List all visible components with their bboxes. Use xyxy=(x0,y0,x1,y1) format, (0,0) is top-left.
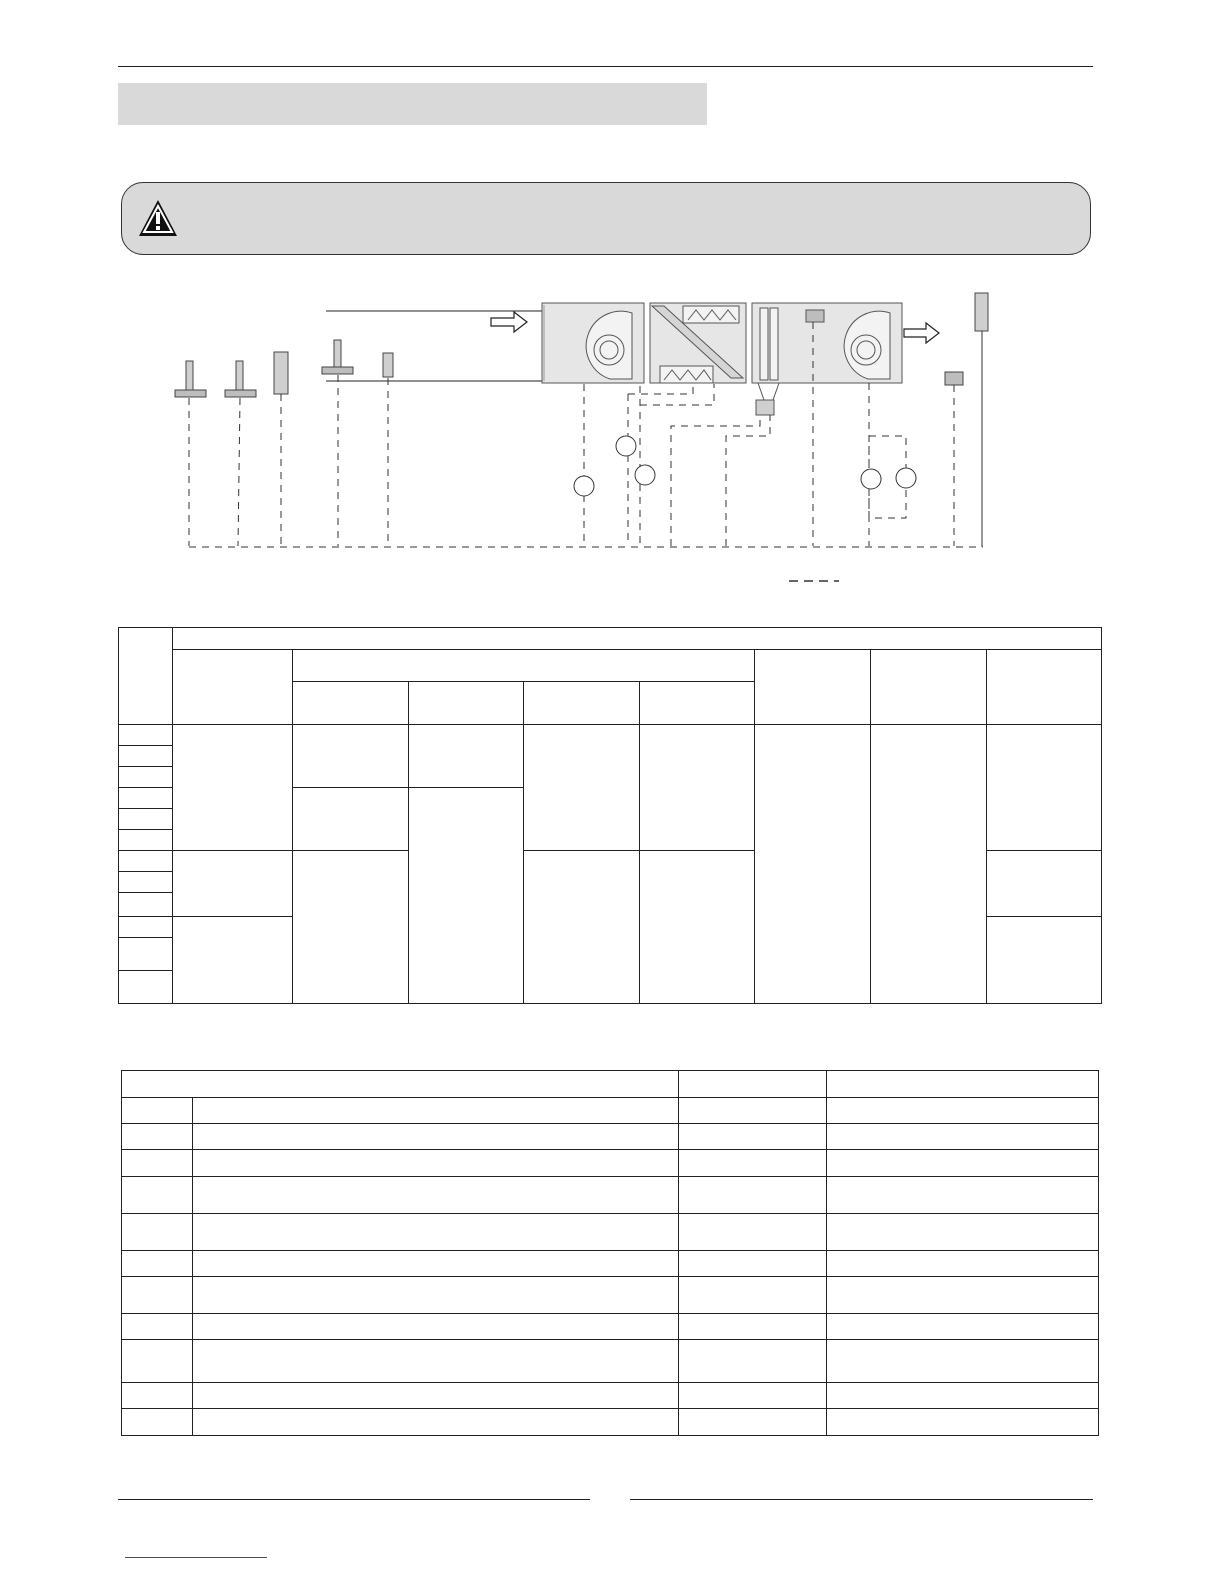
measuring-point-2 xyxy=(616,436,636,456)
table-cell xyxy=(293,851,409,1004)
row-label-cell xyxy=(119,938,173,971)
table-cell xyxy=(987,917,1102,1004)
component-description-cell xyxy=(193,1383,679,1409)
measuring-point-4 xyxy=(861,469,881,489)
duct-sensor-3 xyxy=(334,340,341,368)
duct-sensor-2 xyxy=(236,361,243,391)
component-cell xyxy=(679,1383,827,1409)
row-label-cell xyxy=(119,788,173,809)
components-header-cell xyxy=(679,1071,827,1098)
component-cell xyxy=(679,1251,827,1277)
table-header-cell xyxy=(871,650,987,725)
component-cell xyxy=(679,1277,827,1314)
measuring-point-3 xyxy=(635,465,655,485)
duct-sensor-2-base xyxy=(225,390,256,397)
heat-exchanger-section xyxy=(650,303,746,383)
table-header-cell xyxy=(173,650,293,725)
table-header-cell xyxy=(524,682,640,725)
table-cell xyxy=(293,725,409,788)
table-cell xyxy=(524,851,640,1004)
components-table xyxy=(121,1070,1099,1436)
header-rule xyxy=(118,66,1093,67)
component-code-cell xyxy=(122,1150,193,1177)
component-description-cell xyxy=(193,1314,679,1340)
component-cell xyxy=(827,1124,1099,1150)
component-cell xyxy=(679,1124,827,1150)
component-description-cell xyxy=(193,1251,679,1277)
measuring-point-1 xyxy=(574,476,594,496)
table-subgroup-header xyxy=(293,650,755,682)
row-label-cell xyxy=(119,746,173,767)
component-description-cell xyxy=(193,1277,679,1314)
table-cell xyxy=(173,917,293,1004)
small-sensor xyxy=(383,353,393,377)
row-label-cell xyxy=(119,917,173,938)
fan-section-1 xyxy=(542,303,644,383)
component-description-cell xyxy=(193,1214,679,1251)
row-label-cell xyxy=(119,851,173,872)
sensor-group-left xyxy=(175,340,393,397)
table-cell xyxy=(173,851,293,917)
component-cell xyxy=(827,1277,1099,1314)
outlet-arrow xyxy=(904,323,939,343)
warning-triangle-icon xyxy=(138,199,178,237)
table-header-cell xyxy=(987,650,1102,725)
row-label-cell xyxy=(119,971,173,1004)
row-label-cell xyxy=(119,767,173,788)
measuring-point-5 xyxy=(896,468,916,488)
table-group-header xyxy=(173,628,1102,650)
duct-sensor-1-base xyxy=(175,390,206,397)
table-cell xyxy=(173,725,293,851)
footer-rule-left xyxy=(118,1499,590,1500)
component-code-cell xyxy=(122,1177,193,1214)
component-cell xyxy=(679,1409,827,1436)
valve-actuator xyxy=(756,400,774,415)
table-cell xyxy=(640,725,755,851)
table-cell xyxy=(293,788,409,851)
row-label-cell xyxy=(119,830,173,851)
component-cell xyxy=(827,1098,1099,1124)
table-header-cell xyxy=(755,650,871,725)
row-label-cell xyxy=(119,872,173,893)
section-title-bar xyxy=(118,83,707,125)
component-cell xyxy=(679,1098,827,1124)
table-cell xyxy=(524,725,640,851)
coil-sensor xyxy=(806,310,824,322)
control-wiring-diagram xyxy=(0,280,1225,590)
component-code-cell xyxy=(122,1340,193,1383)
table-header-cell xyxy=(293,682,409,725)
component-cell xyxy=(679,1177,827,1214)
components-header-cell xyxy=(122,1071,679,1098)
row-label-cell xyxy=(119,725,173,746)
row-label-cell xyxy=(119,809,173,830)
table-header-cell xyxy=(409,682,524,725)
component-description-cell xyxy=(193,1340,679,1383)
component-code-cell xyxy=(122,1314,193,1340)
component-code-cell xyxy=(122,1383,193,1409)
table-cell xyxy=(409,788,524,1004)
component-description-cell xyxy=(193,1098,679,1124)
component-description-cell xyxy=(193,1124,679,1150)
table-corner-cell xyxy=(119,628,173,725)
component-cell xyxy=(827,1383,1099,1409)
component-cell xyxy=(827,1251,1099,1277)
inlet-arrow xyxy=(491,312,527,332)
supply-sensor xyxy=(945,372,963,385)
component-cell xyxy=(827,1214,1099,1251)
warning-box xyxy=(121,182,1091,255)
component-description-cell xyxy=(193,1177,679,1214)
component-description-cell xyxy=(193,1150,679,1177)
component-cell xyxy=(679,1150,827,1177)
component-cell xyxy=(827,1150,1099,1177)
table-cell xyxy=(640,851,755,1004)
table-cell xyxy=(755,725,871,1004)
components-header-cell xyxy=(827,1071,1099,1098)
component-description-cell xyxy=(193,1409,679,1436)
coil-fan-section xyxy=(752,303,902,415)
component-cell xyxy=(827,1177,1099,1214)
options-table xyxy=(118,627,1102,1004)
component-code-cell xyxy=(122,1251,193,1277)
duct-sensor-1 xyxy=(186,361,193,391)
component-code-cell xyxy=(122,1277,193,1314)
room-sensor xyxy=(274,352,288,394)
outdoor-sensor xyxy=(975,293,988,331)
component-cell xyxy=(827,1340,1099,1383)
row-label-cell xyxy=(119,893,173,917)
component-cell xyxy=(679,1214,827,1251)
table-cell xyxy=(871,725,987,1004)
component-code-cell xyxy=(122,1409,193,1436)
component-code-cell xyxy=(122,1098,193,1124)
component-cell xyxy=(827,1409,1099,1436)
table-cell xyxy=(987,725,1102,851)
component-cell xyxy=(679,1314,827,1340)
footer-link[interactable] xyxy=(125,1557,267,1558)
component-code-cell xyxy=(122,1214,193,1251)
table-cell xyxy=(409,725,524,788)
component-code-cell xyxy=(122,1124,193,1150)
footer-rule-right xyxy=(630,1499,1093,1500)
duct-sensor-3-base xyxy=(322,367,353,374)
table-cell xyxy=(987,851,1102,917)
component-cell xyxy=(827,1314,1099,1340)
component-cell xyxy=(679,1340,827,1383)
table-header-cell xyxy=(640,682,755,725)
